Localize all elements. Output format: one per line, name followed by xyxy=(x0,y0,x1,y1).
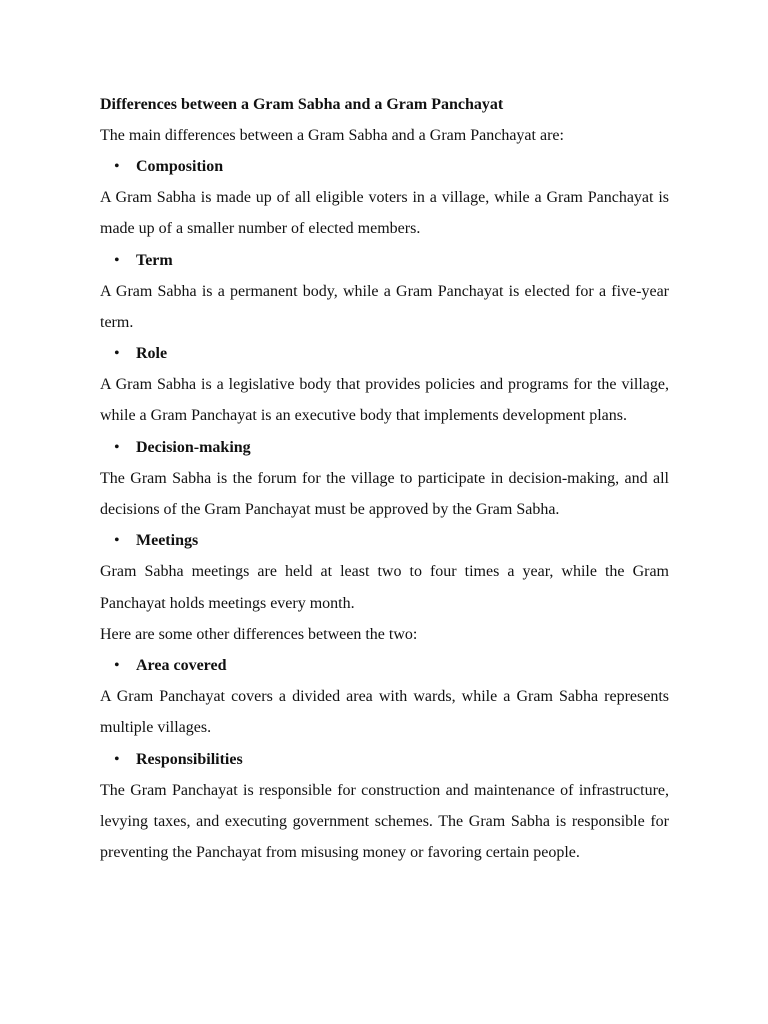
bullet-heading: Responsibilities xyxy=(136,750,243,768)
bullet-meetings xyxy=(100,525,669,556)
bullet-dot-icon: • xyxy=(114,656,120,674)
paragraph-role: A Gram Sabha is a legislative body that provides policies and programs for the village, while a Gram Panchayat is an executive body that implements development plans. xyxy=(100,376,669,425)
paragraph-meetings: Gram Sabha meetings are held at least two to four times a year, while the Gram Panchayat holds meetings every month. xyxy=(100,563,669,612)
bullet-composition xyxy=(100,151,669,182)
bullet-heading: Term xyxy=(136,251,173,269)
bullet-dot-icon: • xyxy=(114,251,120,269)
bullet-responsibilities xyxy=(100,744,669,775)
paragraph-composition: A Gram Sabha is made up of all eligible voters in a village, while a Gram Panchayat is made up of a smaller number of elected members. xyxy=(100,189,669,238)
bullet-role xyxy=(100,338,669,369)
bullet-heading: Decision-making xyxy=(136,438,251,456)
bullet-dot-icon: • xyxy=(114,158,120,175)
bullet-area-covered xyxy=(100,650,669,681)
bullet-heading: Composition xyxy=(136,158,224,175)
bullet-heading: Meetings xyxy=(136,532,199,550)
bullet-term xyxy=(100,245,669,276)
document-page xyxy=(100,89,669,868)
bullet-decision-making xyxy=(100,432,669,463)
bullet-dot-icon: • xyxy=(114,750,120,768)
bullet-dot-icon: • xyxy=(114,438,120,456)
intro-text: The main differences between a Gram Sabha and a Gram Panchayat are: xyxy=(100,127,564,144)
paragraph-decision-making: The Gram Sabha is the forum for the village to participate in decision-making, and all decisions of the Gram Panchayat must be approved by the Gram Sabha. xyxy=(100,469,669,519)
paragraph-area-covered: A Gram Panchayat covers a divided area with wards, while a Gram Sabha represents multiple villages. xyxy=(100,687,669,737)
document-title: Differences between a Gram Sabha and a Gram Panchayat xyxy=(100,96,504,113)
bullet-dot-icon: • xyxy=(114,532,120,550)
bullet-heading: Role xyxy=(136,345,168,363)
bullet-dot-icon: • xyxy=(114,345,120,363)
paragraph-responsibilities: The Gram Panchayat is responsible for construction and maintenance of infrastructure, levying taxes, and executing government schemes. The Gram Sabha is responsible for preventing the Panchayat from misusing money or favoring certain people. xyxy=(100,781,669,862)
bullet-heading: Area covered xyxy=(136,656,227,674)
paragraph-term: A Gram Sabha is a permanent body, while a Gram Panchayat is elected for a five-year term. xyxy=(100,282,669,331)
other-intro-text: Here are some other differences between the two: xyxy=(100,625,418,643)
